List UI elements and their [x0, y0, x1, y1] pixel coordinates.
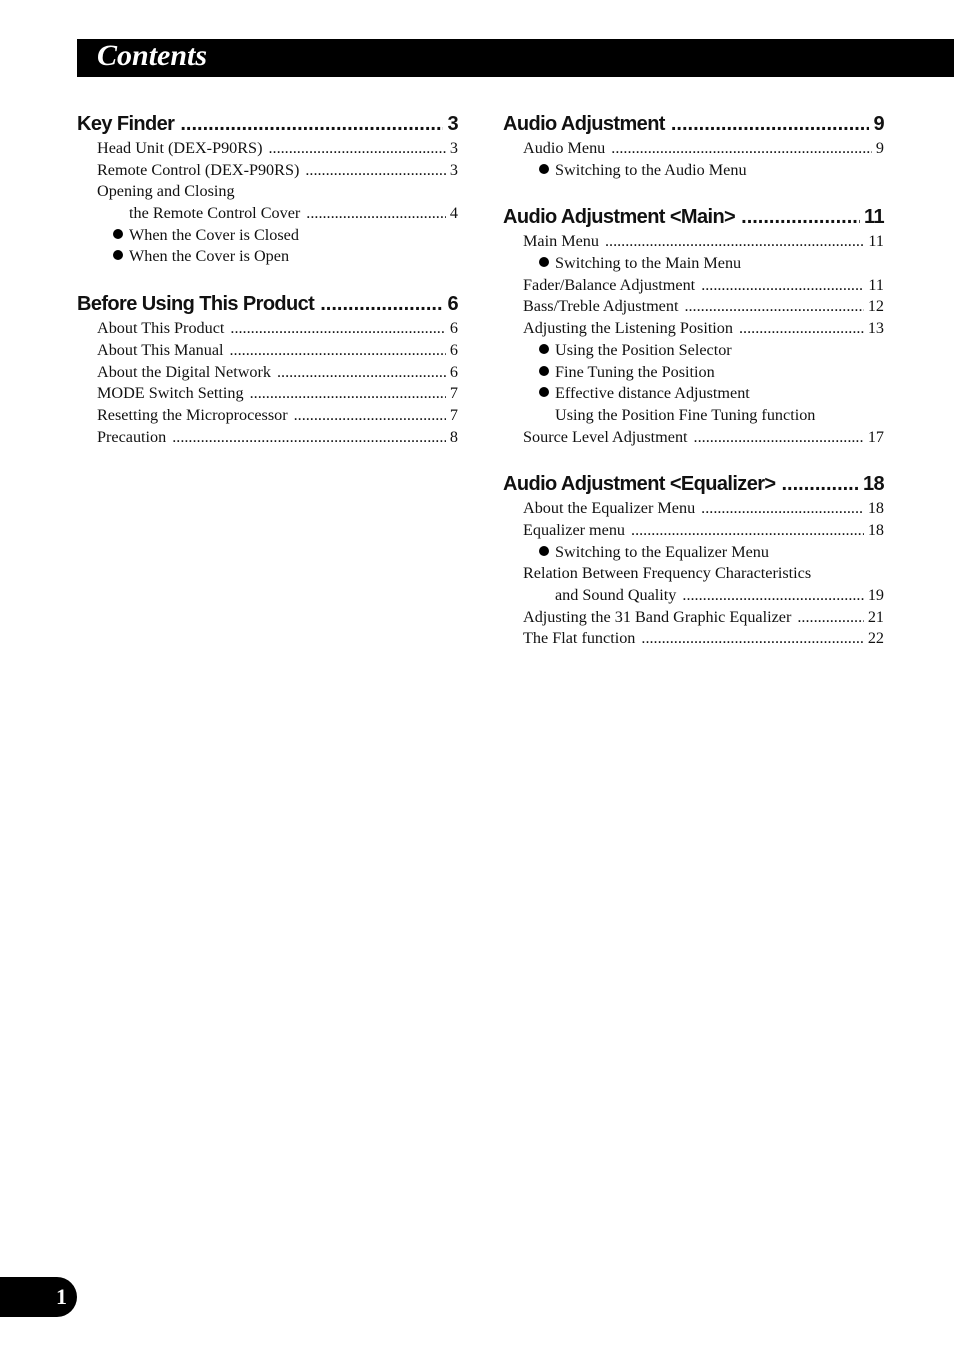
entry-page: 12	[867, 297, 884, 316]
dot-leader	[306, 203, 446, 225]
dot-leader	[631, 520, 864, 542]
dot-leader	[797, 607, 863, 629]
dot-leader	[277, 362, 446, 384]
toc-entry[interactable]	[503, 607, 884, 629]
toc-entry-line: Using the Position Fine Tuning function	[555, 405, 816, 424]
section-title: Audio Adjustment	[503, 113, 665, 135]
entry-page: 6	[449, 319, 458, 338]
entry-title: Precaution	[97, 427, 167, 446]
page-number: 1	[56, 1284, 67, 1309]
dot-leader	[701, 498, 864, 520]
dot-leader	[682, 585, 863, 607]
entry-title: Using the Position Selector	[555, 340, 732, 359]
page-number-tab	[0, 1277, 77, 1317]
entry-page: 13	[867, 319, 884, 338]
section-heading[interactable]	[77, 290, 458, 318]
entry-title: the Remote Control Cover	[129, 204, 301, 223]
section-heading[interactable]	[77, 110, 458, 138]
bullet-icon	[539, 366, 549, 376]
entry-page: 11	[868, 232, 884, 251]
dot-leader	[739, 318, 864, 340]
entry-title: Effective distance Adjustment	[555, 384, 750, 403]
toc-bullet-entry[interactable]	[77, 225, 458, 247]
entry-title: Equalizer menu	[523, 520, 626, 539]
entry-page: 7	[449, 405, 458, 424]
entry-page: 17	[867, 427, 884, 446]
entry-title: Fine Tuning the Position	[555, 362, 715, 381]
toc-entry[interactable]	[77, 405, 458, 427]
dot-leader	[782, 470, 859, 498]
entry-title: and Sound Quality	[555, 586, 677, 604]
entry-title: Remote Control (DEX-P90RS)	[97, 160, 300, 179]
toc-entry[interactable]	[77, 138, 458, 160]
bullet-icon	[539, 387, 549, 397]
entry-page: 21	[867, 607, 884, 626]
dot-leader	[641, 628, 863, 650]
toc-entry-line: Relation Between Frequency Characteristics	[523, 564, 812, 583]
entry-page: 18	[867, 499, 884, 518]
toc-entry[interactable]	[503, 318, 884, 340]
toc-entry[interactable]	[503, 498, 884, 520]
entry-page: 7	[449, 384, 458, 403]
bullet-icon	[539, 257, 549, 267]
toc-entry[interactable]	[503, 427, 884, 449]
entry-title: Switching to the Audio Menu	[555, 160, 747, 179]
toc-bullet-entry[interactable]	[503, 160, 884, 182]
dot-leader	[605, 231, 864, 253]
entry-title: When the Cover is Closed	[129, 225, 299, 244]
entry-page: 22	[867, 629, 884, 648]
section-title: Audio Adjustment <Equalizer>	[503, 473, 776, 496]
dot-leader	[701, 275, 864, 297]
entry-title: Main Menu	[523, 232, 599, 251]
bullet-icon	[539, 344, 549, 354]
toc-bullet-entry[interactable]	[77, 246, 458, 268]
bullet-icon	[539, 164, 549, 174]
entry-title: Adjusting the Listening Position	[523, 319, 733, 338]
dot-leader	[172, 427, 446, 449]
dot-leader	[180, 110, 443, 138]
dot-leader	[250, 383, 446, 405]
entry-title: About the Equalizer Menu	[523, 499, 696, 518]
dot-leader	[611, 138, 872, 160]
toc-entry[interactable]	[503, 138, 884, 160]
page-title: Contents	[97, 39, 208, 72]
dot-leader	[320, 290, 443, 318]
toc-entry[interactable]	[77, 340, 458, 362]
entry-title: Head Unit (DEX-P90RS)	[97, 139, 263, 157]
dot-leader	[741, 203, 860, 231]
toc-section	[77, 110, 458, 268]
dot-leader	[694, 427, 864, 449]
dot-leader	[230, 318, 446, 340]
entry-title: About the Digital Network	[97, 362, 271, 381]
dot-leader	[671, 110, 870, 138]
entry-page: 4	[449, 204, 458, 223]
entry-page: 6	[449, 362, 458, 381]
entry-title: Switching to the Equalizer Menu	[555, 542, 769, 561]
entry-title: Switching to the Main Menu	[555, 254, 742, 273]
entry-title: The Flat function	[523, 629, 636, 648]
right-column	[503, 110, 884, 672]
bullet-icon	[113, 250, 123, 260]
toc-entry[interactable]	[503, 520, 884, 542]
entry-title: Bass/Treble Adjustment	[523, 297, 679, 316]
section-heading[interactable]	[503, 203, 884, 231]
toc-entry[interactable]	[77, 203, 458, 225]
dot-leader	[230, 340, 446, 362]
entry-title: When the Cover is Open	[129, 247, 290, 266]
toc-bullet-entry[interactable]	[503, 340, 884, 362]
entry-page: 18	[867, 520, 884, 539]
entry-page: 9	[875, 139, 884, 157]
title-bar	[77, 39, 954, 77]
entry-page: 19	[867, 586, 884, 604]
toc-entry[interactable]	[77, 318, 458, 340]
entry-page: 6	[449, 340, 458, 359]
entry-title: Fader/Balance Adjustment	[523, 275, 696, 294]
dot-leader	[294, 405, 446, 427]
section-title: Before Using This Product	[77, 293, 315, 316]
section-page: 11	[864, 206, 884, 229]
toc-entry[interactable]	[77, 427, 458, 449]
section-heading[interactable]	[503, 110, 884, 138]
section-page: 6	[447, 293, 458, 316]
toc-section	[503, 470, 884, 650]
toc-section	[503, 110, 884, 181]
section-title: Audio Adjustment <Main>	[503, 206, 736, 229]
dot-leader	[268, 138, 445, 160]
toc-entry-line: Opening and Closing	[97, 182, 235, 201]
bullet-icon	[539, 546, 549, 556]
toc-section	[503, 203, 884, 448]
toc-entry[interactable]	[503, 628, 884, 650]
section-page: 9	[873, 113, 884, 135]
toc-entry[interactable]	[503, 275, 884, 297]
toc-entry[interactable]	[503, 231, 884, 253]
toc-entry[interactable]	[503, 296, 884, 318]
section-heading[interactable]	[503, 470, 884, 498]
section-page: 3	[447, 113, 458, 135]
entry-title: Resetting the Microprocessor	[97, 405, 288, 424]
entry-page: 3	[449, 160, 458, 179]
entry-page: 11	[868, 275, 884, 294]
section-page: 18	[862, 473, 884, 496]
dot-leader	[684, 296, 863, 318]
entry-title: Adjusting the 31 Band Graphic Equalizer	[523, 607, 792, 626]
left-column	[77, 110, 458, 470]
entry-title: MODE Switch Setting	[97, 384, 244, 403]
entry-page: 8	[449, 427, 458, 446]
toc-entry[interactable]	[77, 362, 458, 384]
section-title: Key Finder	[77, 113, 175, 135]
toc-entry[interactable]	[77, 160, 458, 182]
entry-title: About This Manual	[97, 340, 224, 359]
toc-entry[interactable]	[503, 585, 884, 607]
toc-bullet-entry[interactable]	[503, 362, 884, 384]
toc-bullet-entry[interactable]	[503, 542, 884, 564]
entry-page: 3	[449, 139, 458, 157]
entry-title: Audio Menu	[523, 139, 606, 157]
toc-bullet-entry[interactable]	[503, 253, 884, 275]
toc-bullet-entry[interactable]	[503, 383, 884, 405]
entry-title: Source Level Adjustment	[523, 427, 688, 446]
entry-title: About This Product	[97, 319, 225, 338]
toc-entry[interactable]	[77, 383, 458, 405]
dot-leader	[305, 160, 446, 182]
bullet-icon	[113, 229, 123, 239]
toc-section	[77, 290, 458, 448]
